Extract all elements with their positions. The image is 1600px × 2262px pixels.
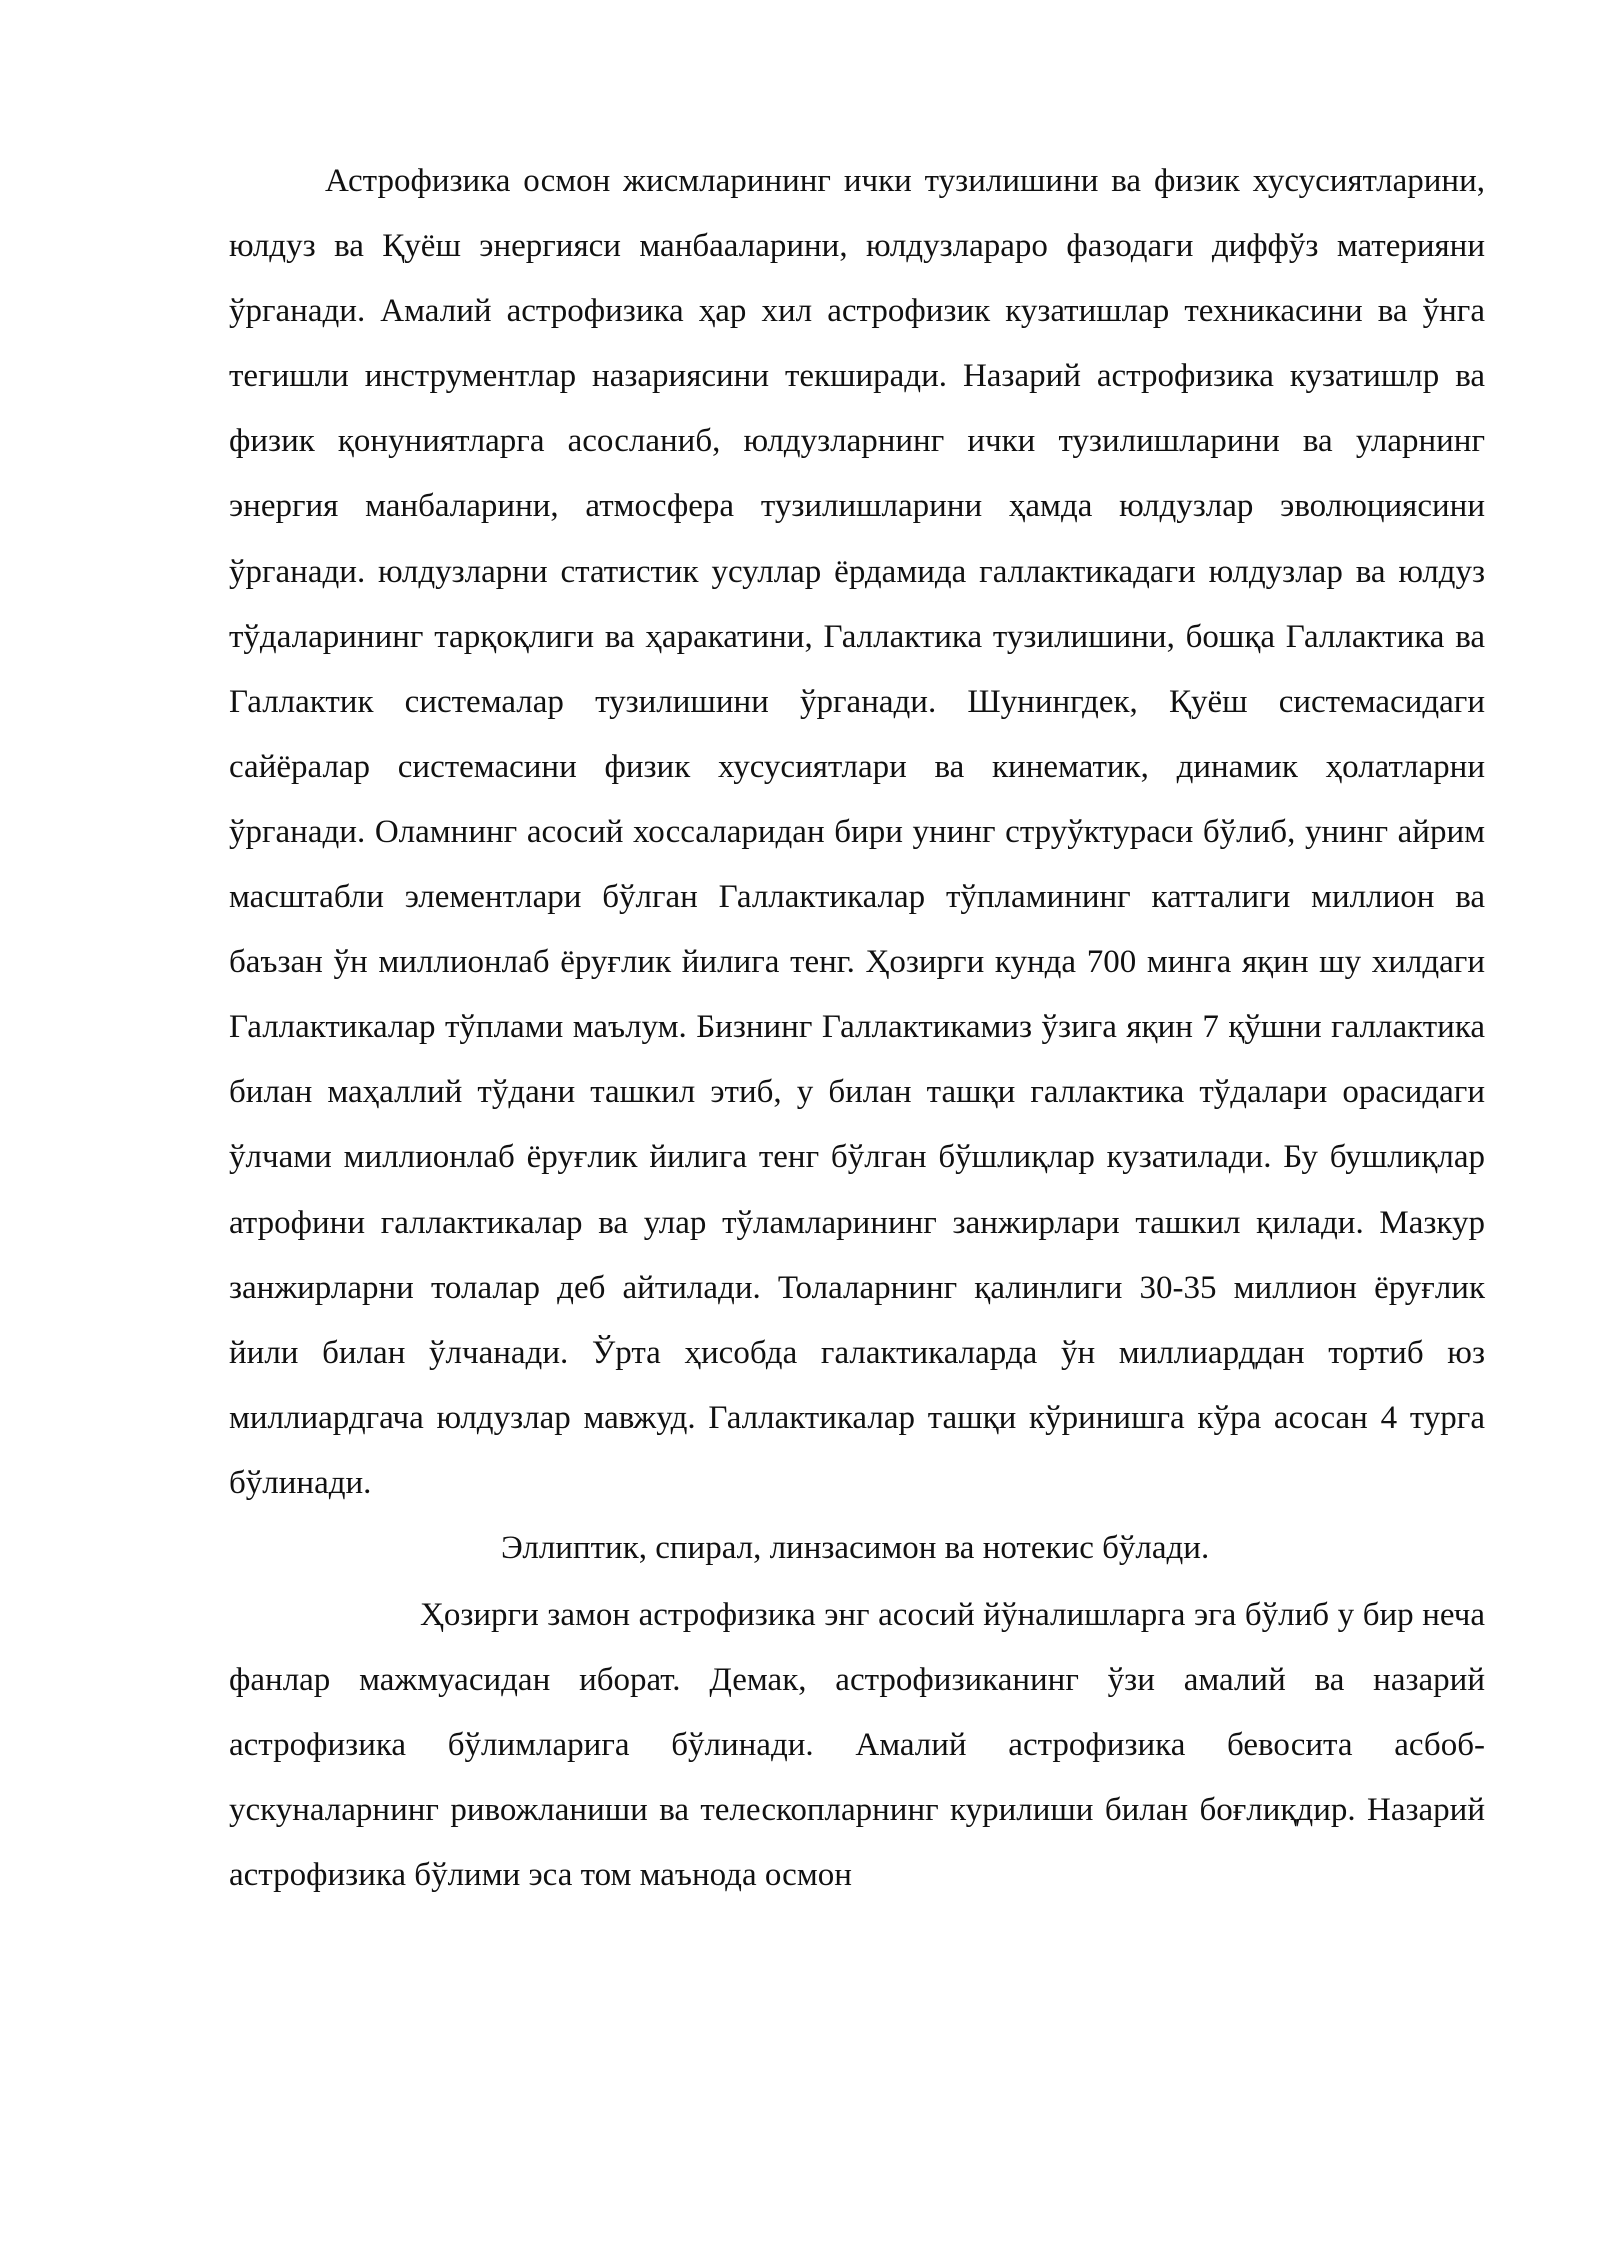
paragraph-modern-astrophysics: Ҳозирги замон астрофизика энг асосий йўналишларга эга бўлиб у бир неча фанлар мажмуасидан иборат. Демак, астрофизиканинг ўзи амалий ва назарий астрофизика бўлимларига бўлинади. Амалий астрофизика бевосита асбоб-ускуналарнинг ривожланиши ва телескопларнинг курилиши билан боғлиқдир. Назарий астрофизика бўлими эса том маънода осмон bbox=[229, 1597, 1485, 1894]
document-body bbox=[229, 149, 1485, 1909]
paragraph-astrophysics-intro: Астрофизика осмон жисмларининг ички тузилишини ва физик хусусиятларини, юлдуз ва Қуёш энергияси манбааларини, юлдузлараро фазодаги диффўз материяни ўрганади. Амалий астрофизика ҳар хил астрофизик кузатишлар техникасини ва ўнга тегишли инструментлар назариясини текширади. Назарий астрофизика кузатишлр ва физик қонуниятларга асосланиб, юлдузларнинг ички тузилишларини ва уларнинг энергия манбаларини, атмосфера тузилишларини ҳамда юлдузлар эволюциясини ўрганади. юлдузларни статистик усуллар ёрдамида галлактикадаги юлдузлар ва юлдуз тўдаларининг тарқоқлиги ва ҳаракатини, Галлактика тузилишини, бошқа Галлактика ва Галлактик системалар тузилишини ўрганади. Шунингдек, Қуёш системасидаги сайёралар системасини физик хусусиятлари ва кинематик, динамик ҳолатларни ўрганади. Оламнинг асосий хоссаларидан бири унинг струўктураси бўлиб, унинг айрим масштабли элементлари бўлган Галлактикалар тўпламининг катталиги миллион ва баъзан ўн миллионлаб ёруғлик йилига тенг. Ҳозирги кунда 700 минга яқин шу хилдаги Галлактикалар тўплами маълум. Бизнинг Галлактикамиз ўзига яқин 7 қўшни галлактика билан маҳаллий тўдани ташкил этиб, у билан ташқи галлактика тўдалари орасидаги ўлчами миллионлаб ёруғлик йилига тенг бўлган бўшлиқлар кузатилади. Бу бушлиқлар атрофини галлактикалар ва улар тўламларининг занжирлари ташкил қилади. Мазкур занжирларни толалар деб айтилади. Толаларнинг қалинлиги 30-35 миллион ёруғлик йили билан ўлчанади. Ўрта ҳисобда галактикаларда ўн миллиарддан тортиб юз миллиардгача юлдузлар мавжуд. Галлактикалар ташқи кўринишга кўра асосан 4 турга бўлинади. bbox=[229, 163, 1485, 1501]
paragraph-galaxy-types: Эллиптик, спирал, линзасимон ва нотекис бўлади. bbox=[501, 1529, 1210, 1566]
